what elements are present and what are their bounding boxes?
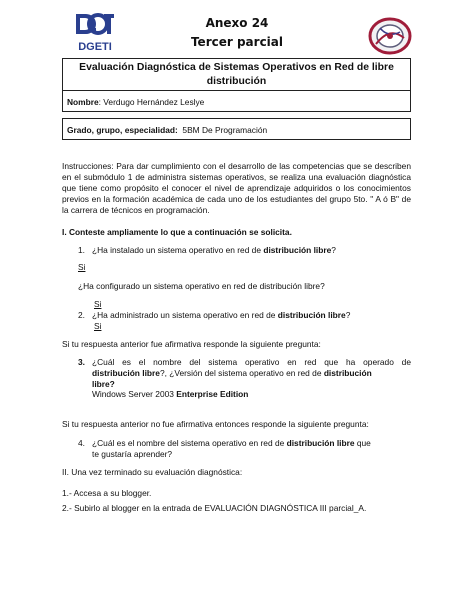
name-label: Nombre bbox=[67, 97, 99, 107]
answer-3-bold: Enterprise Edition bbox=[176, 389, 249, 399]
question-1-number: 1. bbox=[78, 245, 85, 255]
step-1: 1.- Accesa a su blogger. bbox=[62, 488, 152, 498]
student-name-row bbox=[62, 90, 411, 112]
answer-3 bbox=[92, 389, 411, 400]
partial-title: Tercer parcial bbox=[190, 35, 284, 49]
evaluation-title: Evaluación Diagnóstica de Sistemas Operativos en Red de libre distribución bbox=[62, 58, 411, 90]
annex-title: Anexo 24 bbox=[205, 16, 269, 30]
group-label: Grado, grupo, especialidad: bbox=[67, 125, 178, 135]
question-4 bbox=[78, 438, 411, 449]
school-emblem-logo bbox=[362, 14, 416, 58]
question-3-number: 3. bbox=[78, 357, 85, 367]
question-3-mid: ?, ¿Versión del sistema operativo en red de bbox=[159, 368, 324, 378]
section-1-heading: I. Conteste ampliamente lo que a continuación se solicita. bbox=[62, 227, 292, 237]
question-3-bold-1: distribución libre bbox=[92, 368, 160, 378]
question-1-bold: distribución libre bbox=[263, 245, 332, 255]
question-4-number: 4. bbox=[78, 438, 85, 448]
question-2-end: ? bbox=[345, 310, 351, 320]
question-config: ¿Ha configurado un sistema operativo en red de distribución libre? bbox=[78, 281, 325, 291]
instructions-paragraph: Instrucciones: Para dar cumplimiento con el desarrollo de las competencias que se describen en el submódulo 1 de administra sistemas operativos, se realiza una evaluación diagnóstica que tiene como propósito el conocer el nivel de aprendizaje adquiridos o los conocimientos previos en la formación académica de cada uno de los estudiantes del grupo 5to. " A ó B" de la carrera de técnicos en programación. bbox=[62, 161, 411, 215]
question-2-bold: distribución libre bbox=[277, 310, 346, 320]
question-3-line-3: libre? bbox=[92, 379, 115, 389]
question-3-line-2 bbox=[92, 368, 411, 379]
condition-affirmative: Si tu respuesta anterior fue afirmativa responde la siguiente pregunta: bbox=[62, 339, 321, 349]
question-3-line-1 bbox=[78, 357, 411, 368]
condition-negative: Si tu respuesta anterior no fue afirmativa entonces responde la siguiente pregunta: bbox=[62, 419, 369, 429]
question-2-number: 2. bbox=[78, 310, 85, 320]
group-row bbox=[62, 118, 411, 140]
dgeti-logo bbox=[68, 10, 122, 54]
section-2-heading: II. Una vez terminado su evaluación diagnóstica: bbox=[62, 467, 243, 477]
question-4-end: que bbox=[354, 438, 371, 448]
answer-2: Si bbox=[94, 321, 102, 331]
question-1-text: ¿Ha instalado un sistema operativo en red de bbox=[92, 245, 264, 255]
question-2 bbox=[78, 310, 411, 321]
answer-config: Si bbox=[94, 299, 102, 309]
question-4-bold: distribución libre bbox=[286, 438, 355, 448]
question-4-line-2: te gustaría aprender? bbox=[92, 449, 173, 459]
question-2-text: ¿Ha administrado un sistema operativo en red de bbox=[92, 310, 278, 320]
answer-1: Si bbox=[78, 262, 86, 272]
group-value: 5BM De Programación bbox=[182, 125, 268, 135]
question-4-text: ¿Cuál es el nombre del sistema operativo en red de bbox=[92, 438, 287, 448]
question-3-text: ¿Cuál es el nombre del sistema operativo en red que ha operado de bbox=[92, 357, 411, 367]
name-value: : Verdugo Hernández Leslye bbox=[98, 97, 205, 107]
svg-text:DGETI: DGETI bbox=[78, 41, 112, 53]
question-1-end: ? bbox=[331, 245, 336, 255]
question-3-bold-2: distribución bbox=[323, 368, 372, 378]
answer-3-text: Windows Server 2003 bbox=[92, 389, 177, 399]
question-1 bbox=[78, 245, 411, 256]
step-2: 2.- Subirlo al blogger en la entrada de EVALUACIÓN DIAGNÓSTICA III parcial_A. bbox=[62, 503, 367, 513]
